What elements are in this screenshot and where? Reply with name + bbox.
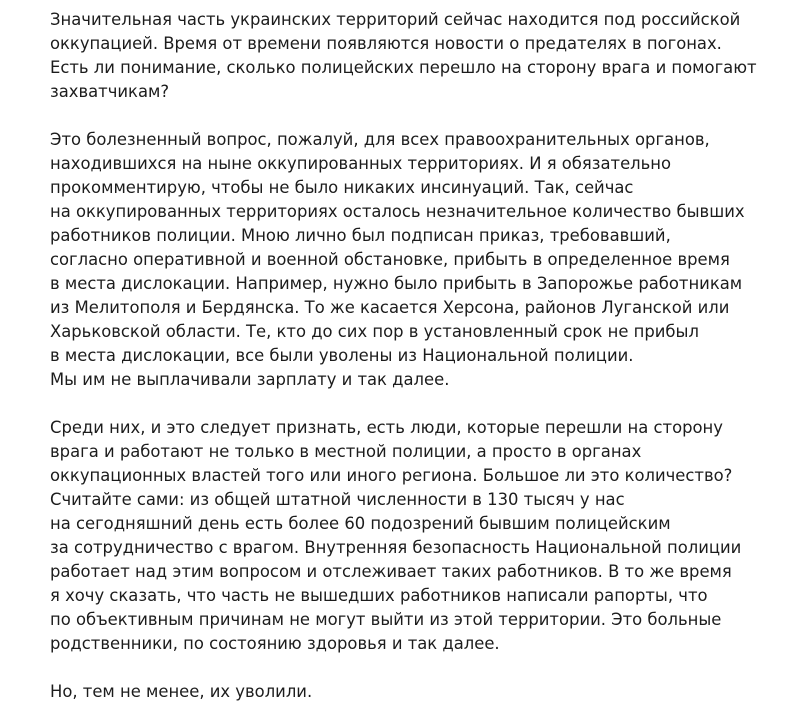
text-line: врага и работают не только в местной полиции, а просто в органах [50, 442, 642, 461]
text-line: оккупацией. Время от времени появляются новости о предателях в погонах. [50, 34, 722, 53]
question-paragraph [50, 8, 757, 104]
text-line: из Мелитополя и Бердянска. То же касается Херсона, районов Луганской или [50, 298, 730, 317]
text-line: Харьковской области. Те, кто до сих пор в установленный срок не прибыл [50, 322, 699, 341]
text-line: прокомментирую, чтобы не было никаких инсинуаций. Так, сейчас [50, 178, 634, 197]
text-line: согласно оперативной и военной обстановке, прибыть в определенное время [50, 250, 730, 269]
text-line: Мы им не выплачивали зарплату и так далее. [50, 370, 450, 389]
text-line: я хочу сказать, что часть не вышедших работников написали рапорты, что [50, 586, 708, 605]
answer-paragraph-1 [50, 128, 750, 392]
text-line: на оккупированных территориях осталось незначительное количество бывших [50, 202, 745, 221]
text-line: в места дислокации. Например, нужно было прибыть в Запорожье работникам [50, 274, 743, 293]
answer-paragraph-3 [50, 680, 750, 704]
text-line: Это болезненный вопрос, пожалуй, для всех правоохранительных органов, [50, 130, 710, 149]
text-line: Считайте сами: из общей штатной численности в 130 тысяч у нас [50, 490, 625, 509]
text-line: за сотрудничество с врагом. Внутренняя безопасность Национальной полиции [50, 538, 742, 557]
text-line: на сегодняшний день есть более 60 подозрений бывшим полицейским [50, 514, 671, 533]
text-line: Но, тем не менее, их уволили. [50, 682, 313, 701]
text-line: оккупационных властей того или иного региона. Большое ли это количество? [50, 466, 733, 485]
article-body [50, 8, 757, 728]
text-line: в места дислокации, все были уволены из Национальной полиции. [50, 346, 634, 365]
answer-paragraph-2 [50, 416, 750, 656]
text-line: Есть ли понимание, сколько полицейских перешло на сторону врага и помогают [50, 58, 757, 77]
text-line: Значительная часть украинских территорий сейчас находится под российской [50, 10, 741, 29]
text-line: работников полиции. Мною лично был подписан приказ, требовавший, [50, 226, 671, 245]
text-line: работает над этим вопросом и отслеживает таких работников. В то же время [50, 562, 732, 581]
text-line: захватчикам? [50, 82, 170, 101]
text-line: Среди них, и это следует признать, есть люди, которые перешли на сторону [50, 418, 723, 437]
text-line: находившихся на ныне оккупированных территориях. И я обязательно [50, 154, 672, 173]
text-line: по объективным причинам не могут выйти из этой территории. Это больные [50, 610, 722, 629]
text-line: родственники, по состоянию здоровья и так далее. [50, 634, 500, 653]
